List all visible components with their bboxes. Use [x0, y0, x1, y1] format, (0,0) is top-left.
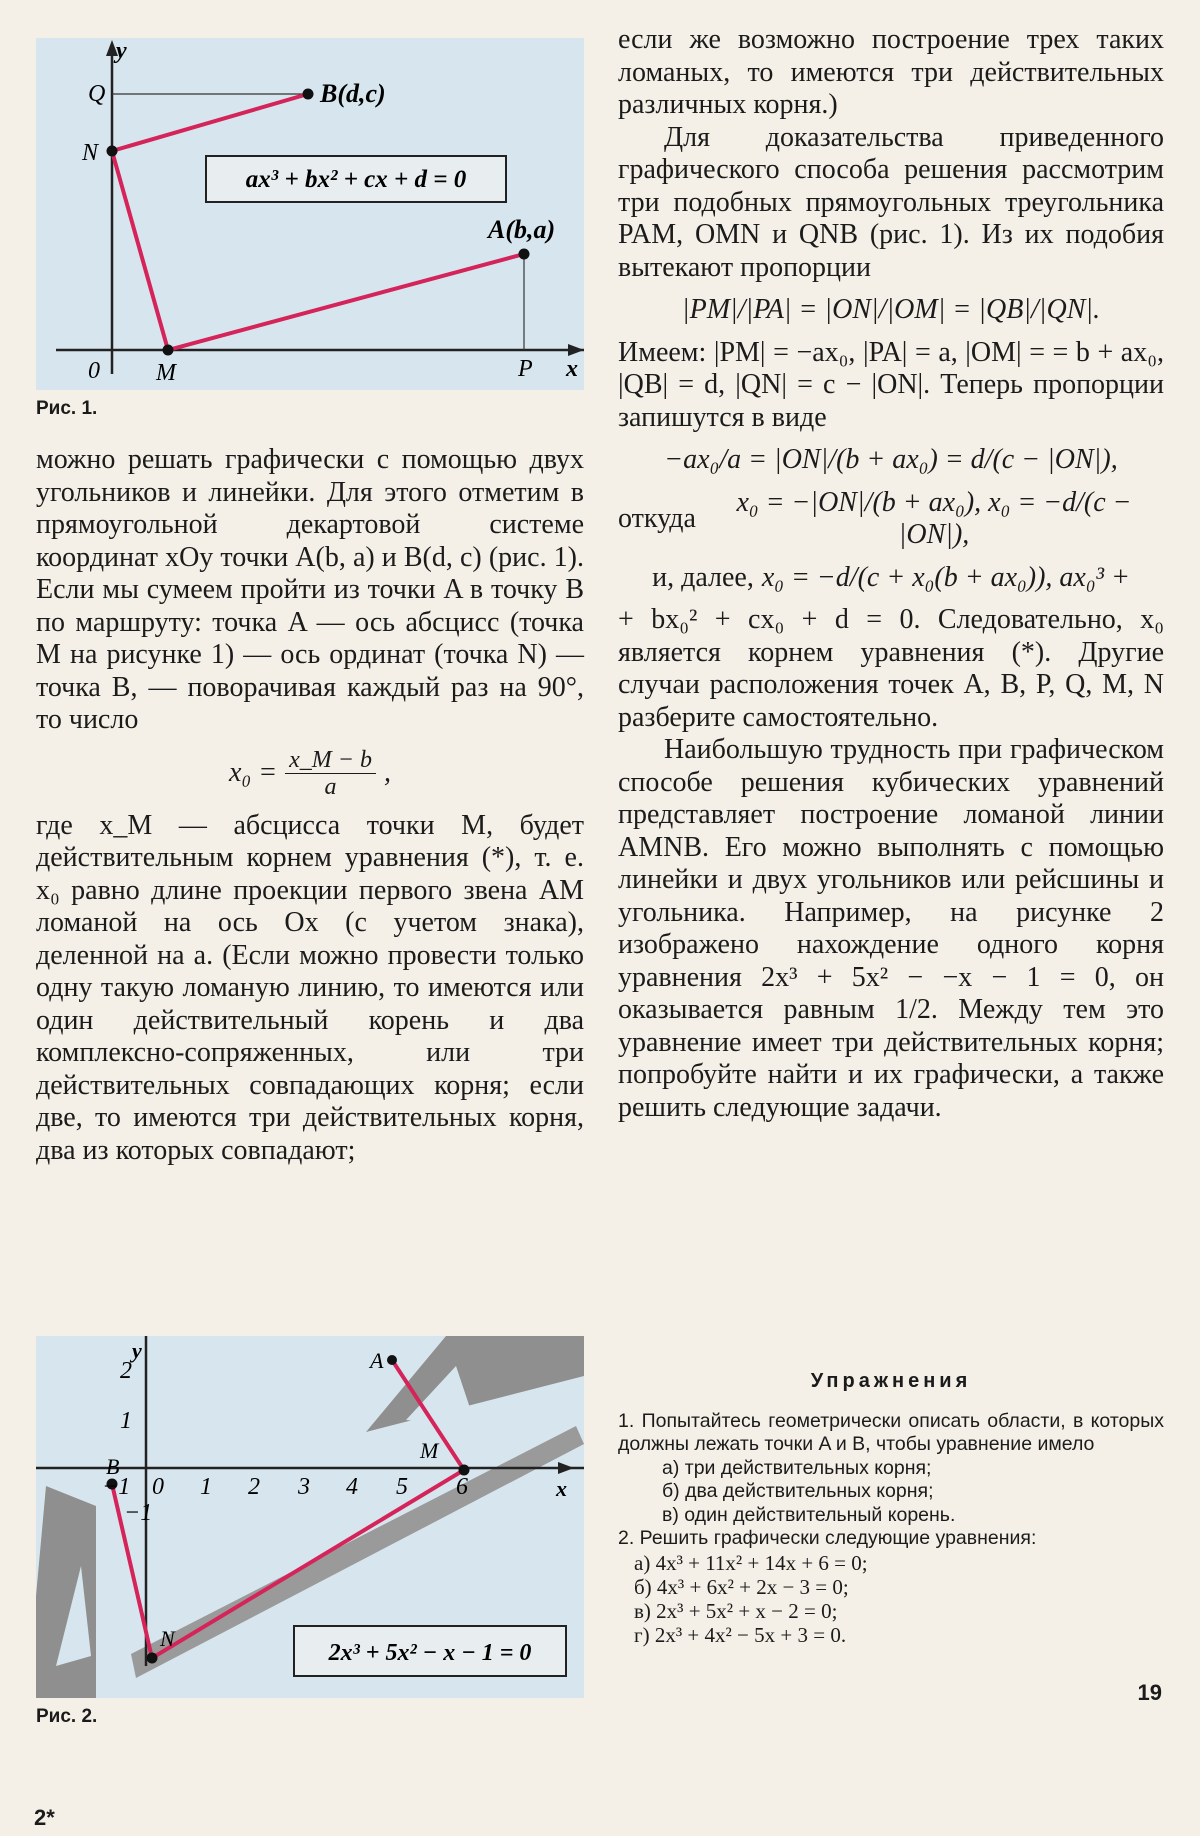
y-tick: −1: [124, 1500, 153, 1526]
point-n: [107, 146, 118, 157]
right-paragraph-5: Наибольшую трудность при графическом способе решения кубических уравнений представляет построение ломаной линии AMNB. Его можно выполнять с помощью линейки и двух угольников или рейсшины и угольника. Например, на рисунке 2 изображено нахождение одного корня уравнения 2x³ + 5x² − −x − 1 = 0, он оказывается равным 1/2. Между тем это уравнение имеет три действительных корня; попробуйте найти и их графически, а также решить следующие задачи.: [618, 734, 1164, 1123]
equation-combined-body: x₀ = −d/(c + x₀(b + ax₀)), ax₀³ +: [761, 561, 1130, 593]
figure-1-caption: Рис. 1.: [36, 398, 98, 419]
equation-combined: [618, 562, 1164, 595]
equation-x0-lhs: x₀ =: [229, 756, 278, 788]
label-a: A: [370, 1348, 384, 1373]
x-tick: −1: [102, 1474, 131, 1500]
point-n: [147, 1653, 158, 1664]
x-axis-label: x: [556, 1476, 567, 1501]
equation-x0-forms-prefix: откуда: [618, 502, 696, 534]
label-a-point: A(b,a): [488, 215, 556, 244]
exercise-1b: б) два действительных корня;: [662, 1480, 934, 1502]
equation-x0-forms-body: x₀ = −|ON|/(b + ax₀), x₀ = −d/(c − |ON|),: [736, 486, 1132, 550]
point-b: [303, 89, 314, 100]
x-axis-label: x: [566, 356, 578, 382]
right-paragraph-3: Имеем: |PM| = −ax₀, |PA| = a, |OM| = = b + ax₀, |QB| = d, |QN| = c − |ON|. Теперь пропорции запишутся в виде: [618, 336, 1164, 433]
label-p: P: [518, 356, 533, 382]
proportion-equation: |PM|/|PA| = |ON|/|OM| = |QB|/|QN|.: [681, 294, 1101, 325]
equation-x0-tail: ,: [383, 756, 391, 788]
equation-x0-fraction: [285, 747, 376, 800]
figure-1: [36, 38, 584, 390]
equation-text: ax³ + bx² + cx + d = 0: [245, 166, 467, 193]
label-n: N: [82, 140, 99, 166]
right-paragraph-1: если же возможно построение трех таких ломаных, то имеются три действительных различных корня.): [618, 24, 1164, 120]
label-m: M: [420, 1438, 439, 1463]
equation-text: 2x³ + 5x² − x − 1 = 0: [328, 1640, 532, 1666]
label-b-point: B(d,c): [320, 79, 386, 108]
x-tick: 5: [396, 1474, 408, 1500]
left-paragraph-2: где x_M — абсцисса точки M, будет действительным корнем уравнения (*), т. е. x₀ равно длине проекции первого звена AM ломаной на ось Ox (с учетом знака), деленной на a. (Если можно провести только одну такую ломаную линию, то имеются или один действительный корень и два комплексно-сопряженных, или три действительных совпадающих корня; если две, то имеются три действительных корня, два из которых совпадают;: [36, 809, 584, 1166]
figure-1-drawing: [36, 38, 584, 390]
label-b: B: [106, 1454, 120, 1479]
label-m: M: [156, 360, 176, 386]
exercise-2d: г) 2x³ + 4x² − 5x + 3 = 0.: [634, 1622, 847, 1647]
x-axis-arrow: [558, 1462, 574, 1474]
right-paragraph-2: Для доказательства приведенного графического способа решения рассмотрим три подобных прямоугольных треугольника PAM, OMN и QNB (рис. 1). Из их подобия вытекают пропорции: [618, 121, 1164, 283]
exercises-section: [618, 1370, 1164, 1647]
equation-combined-prefix: и, далее,: [652, 561, 754, 593]
x-tick: 6: [456, 1474, 468, 1500]
label-n: N: [160, 1626, 175, 1651]
x-tick: 0: [152, 1474, 164, 1500]
broken-line-amnb: [112, 94, 524, 350]
exercise-2a: а) 4x³ + 11x² + 14x + 6 = 0;: [634, 1550, 868, 1575]
right-column: [618, 24, 1164, 1124]
exercise-1a: а) три действительных корня;: [662, 1456, 932, 1479]
x-axis-arrow: [568, 344, 584, 356]
x-tick: 3: [298, 1474, 310, 1500]
exercise-2b: б) 4x³ + 6x² + 2x − 3 = 0;: [634, 1574, 849, 1599]
set-square-left: [36, 1486, 96, 1698]
point-a: [387, 1355, 397, 1365]
label-q: Q: [88, 81, 106, 107]
y-axis-label: y: [116, 38, 127, 64]
x-tick: 1: [200, 1474, 212, 1500]
exercise-2c: в) 2x³ + 5x² + x − 2 = 0;: [634, 1598, 838, 1623]
equation-substituted: −ax₀/a = |ON|/(b + ax₀) = d/(c − |ON|),: [664, 444, 1118, 475]
x-tick: 2: [248, 1474, 260, 1500]
y-tick: 1: [120, 1408, 132, 1434]
signature-mark: 2*: [34, 1805, 55, 1830]
exercise-1: 1. Попытайтесь геометрически описать области, в которых должны лежать точки A и B, чтобы уравнение имело: [618, 1409, 1164, 1455]
exercises-title: Упражнения: [810, 1370, 972, 1392]
point-m: [163, 345, 174, 356]
right-paragraph-4: + bx₀² + cx₀ + d = 0. Следовательно, x₀ является корнем уравнения (*). Другие случаи расположения точек A, B, P, Q, M, N разберите самостоятельно.: [618, 604, 1164, 733]
x-tick: 4: [346, 1474, 358, 1500]
exercise-1c: в) один действительный корень.: [662, 1503, 956, 1526]
left-column: [36, 444, 584, 1167]
equation-x0-numerator: x_M − b: [285, 747, 376, 774]
y-tick: 2: [120, 1358, 132, 1384]
equation-x0-denominator: a: [324, 773, 337, 800]
figure-2-drawing: [36, 1336, 584, 1698]
set-square-top-right: [366, 1336, 584, 1432]
figure-2-caption: Рис. 2.: [36, 1706, 98, 1727]
figure-2: [36, 1336, 584, 1698]
y-axis-label: y: [132, 1338, 142, 1363]
point-a: [519, 249, 530, 260]
left-paragraph-1: можно решать графически с помощью двух угольников и линейки. Для этого отметим в прямоугольной декартовой системе координат xOy точки A(b, a) и B(d, c) (рис. 1). Если мы сумеем пройти из точки A в точку B по маршруту: точка A — ось абсцисс (точка M на рисунке 1) — ось ординат (точка N) — точка B, — поворачивая каждый раз на 90°, то число: [36, 444, 584, 735]
equation-x0: [36, 747, 584, 800]
exercise-2: 2. Решить графически следующие уравнения:: [618, 1527, 1037, 1549]
equation-x0-forms: [618, 487, 1164, 552]
page-number: 19: [1137, 1680, 1162, 1705]
label-origin: 0: [88, 358, 100, 384]
